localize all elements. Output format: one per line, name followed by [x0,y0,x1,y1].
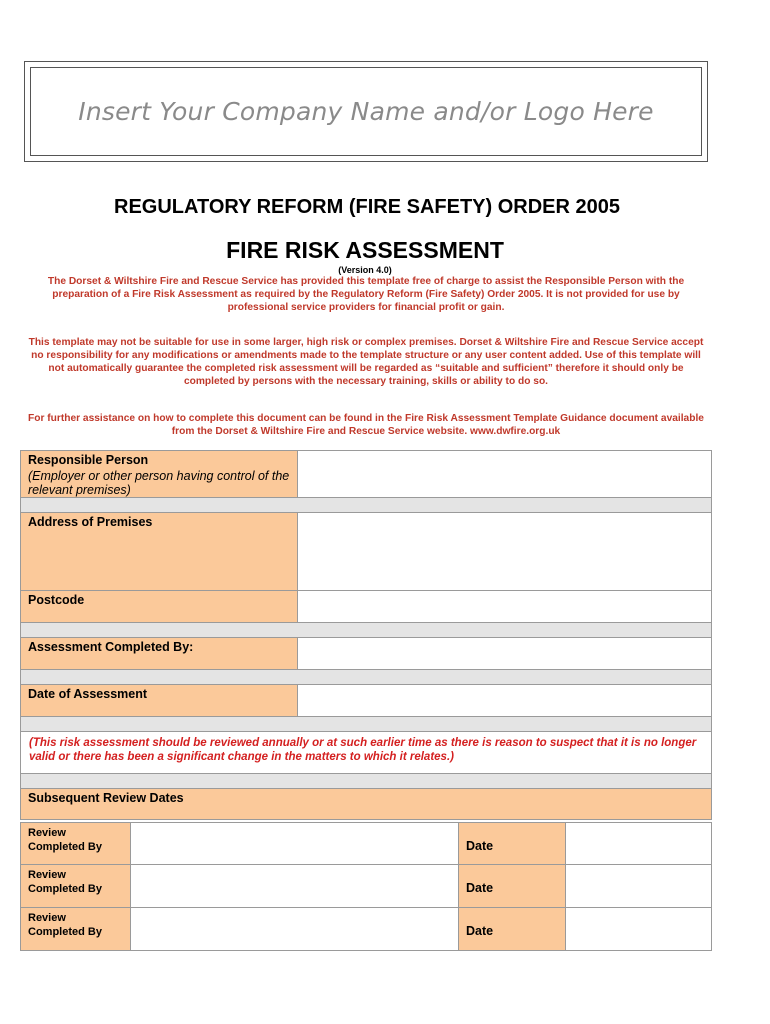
address-label-cell [21,513,298,591]
review-date-field[interactable] [566,865,712,908]
review-date-field[interactable] [566,823,712,865]
review-row [21,823,712,865]
review-date-label: Date [466,924,494,938]
date-of-assessment-field[interactable] [298,685,712,717]
review-note-cell [21,732,712,774]
review-date-label-cell [459,823,566,865]
review-date-label-cell [459,908,566,951]
review-date-label-cell [459,865,566,908]
review-name-field[interactable] [131,823,459,865]
review-date-label: Date [466,881,494,895]
responsible-person-field[interactable] [298,451,712,498]
version-label: (Version 4.0) [338,265,392,275]
completed-by-field[interactable] [298,638,712,670]
postcode-row [21,591,712,623]
postcode-label-cell [21,591,298,623]
review-label-cell [21,865,131,908]
logo-placeholder-box [24,61,708,162]
responsible-person-label-cell [21,451,298,498]
postcode-field[interactable] [298,591,712,623]
spacer-row [21,498,712,513]
responsible-person-label: Responsible Person [28,453,149,467]
intro-paragraph-2: This template may not be suitable for use in some larger, high risk or complex premises. Dorset & Wiltshire Fire and Rescue Service accept no responsibility for any modifications or amendments made to the template structure or any user content added. Use of this template will not automatically guarantee the completed risk assessment will be regarded as “suitable and sufficient” therefore it should only be completed by persons with the necessary training, skills or ability to do so. [28,337,704,387]
review-label-cell [21,823,131,865]
completed-by-row [21,638,712,670]
subsequent-review-heading-cell [21,789,712,820]
document-title: FIRE RISK ASSESSMENT [226,237,504,263]
address-label: Address of Premises [28,515,153,529]
regulation-title: REGULATORY REFORM (FIRE SAFETY) ORDER 2005 [114,196,620,218]
review-note-row [21,732,712,774]
completed-by-label-cell [21,638,298,670]
subsequent-review-heading: Subsequent Review Dates [28,791,184,805]
review-row [21,908,712,951]
spacer-row [21,670,712,685]
spacer-row [21,717,712,732]
review-table [20,822,712,951]
spacer-row [21,774,712,789]
assessment-form [20,450,712,820]
logo-placeholder-inner [30,67,702,156]
review-name-field[interactable] [131,908,459,951]
address-row [21,513,712,591]
responsible-person-sublabel: (Employer or other person having control of the relevant premises) [28,469,290,497]
responsible-person-row [21,451,712,498]
review-completed-by-label: Review Completed By [28,827,102,853]
review-date-field[interactable] [566,908,712,951]
postcode-label: Postcode [28,593,85,607]
intro-paragraph-1: The Dorset & Wiltshire Fire and Rescue Service has provided this template free of charge to assist the Responsible Person with the preparation of a Fire Risk Assessment as required by the Regulatory Reform (Fire Safety) Order 2005. It is not provided for use by professional service providers for financial profit or gain. [47,276,685,313]
review-completed-by-label: Review Completed By [28,912,102,938]
date-row [21,685,712,717]
address-field[interactable] [298,513,712,591]
review-note-text: (This risk assessment should be reviewed annually or at such earlier time as there is reason to suspect that it is no longer valid or there has been a significant change in the matters to which it relates.) [29,737,697,763]
intro-paragraph-3: For further assistance on how to complete this document can be found in the Fire Risk Assessment Template Guidance document available from the Dorset & Wiltshire Fire and Rescue Service website. www.dwfire.org.uk [28,413,704,437]
completed-by-label: Assessment Completed By: [28,640,194,654]
review-completed-by-label: Review Completed By [28,869,102,895]
logo-placeholder-text: Insert Your Company Name and/or Logo Here [78,97,654,126]
date-label-cell [21,685,298,717]
spacer-row [21,623,712,638]
subsequent-review-heading-row [21,789,712,820]
review-name-field[interactable] [131,865,459,908]
review-row [21,865,712,908]
review-date-label: Date [466,839,494,853]
date-of-assessment-label: Date of Assessment [28,687,148,701]
review-label-cell [21,908,131,951]
